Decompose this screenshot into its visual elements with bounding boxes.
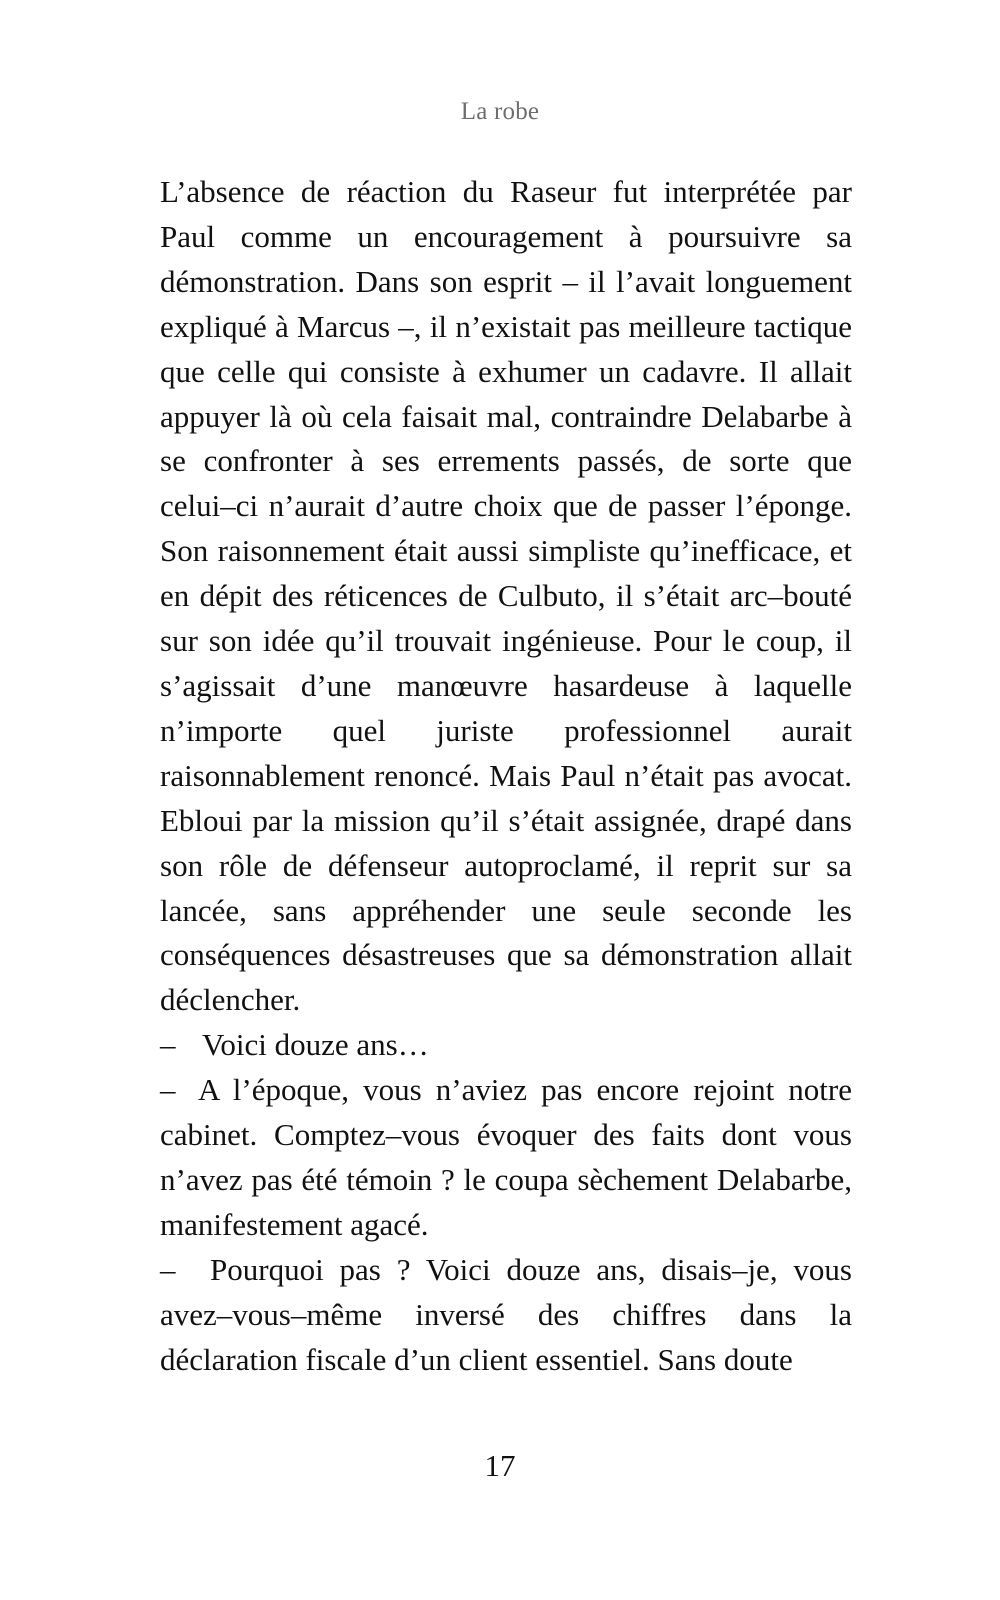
dialogue-dash: – bbox=[160, 1251, 176, 1287]
page-text bbox=[160, 170, 852, 1382]
narrative-paragraph: L’absence de réaction du Raseur fut interprétée par Paul comme un encouragement à poursuivre sa démonstration. Dans son esprit – il l’avait longuement expliqué à Marcus –, il n’existait pas meilleure tactique que celle qui consiste à exhumer un cadavre. Il allait appuyer là où cela faisait mal, contraindre Delabarbe à se confronter à ses errements passés, de sorte que celui–ci n’aurait d’autre choix que de passer l’éponge. Son raisonnement était aussi simpliste qu’inefficace, et en dépit des réticences de Culbuto, il s’était arc–bouté sur son idée qu’il trouvait ingénieuse. Pour le coup, il s’agissait d’une manœuvre hasardeuse à laquelle n’importe quel juriste professionnel aurait raisonnablement renoncé. Mais Paul n’était pas avocat. Ebloui par la mission qu’il s’était assignée, drapé dans son rôle de défenseur autoproclamé, il reprit sur sa lancée, sans appréhender une seule seconde les conséquences désastreuses que sa démonstration allait déclencher. bbox=[160, 174, 852, 1018]
running-header: La robe bbox=[460, 98, 540, 125]
dialogue-dash: – bbox=[160, 1027, 176, 1063]
dialogue-text: Voici douze ans… bbox=[202, 1027, 429, 1063]
dialogue-text: Pourquoi pas ? Voici douze ans, disais–je, vous avez–vous–même inversé des chiffres dans la déclaration fiscale d’un client essentiel. Sans doute bbox=[160, 1251, 852, 1377]
dialogue-line bbox=[160, 1068, 852, 1248]
dialogue-dash: – bbox=[160, 1072, 176, 1108]
dialogue-line bbox=[160, 1023, 852, 1068]
dialogue-text: A l’époque, vous n’aviez pas encore rejoint notre cabinet. Comptez–vous évoquer des faits dont vous n’avez pas été témoin ? le coupa sèchement Delabarbe, manifestement agacé. bbox=[160, 1072, 852, 1242]
page-number: 17 bbox=[484, 1448, 516, 1483]
dialogue-line bbox=[160, 1248, 852, 1383]
